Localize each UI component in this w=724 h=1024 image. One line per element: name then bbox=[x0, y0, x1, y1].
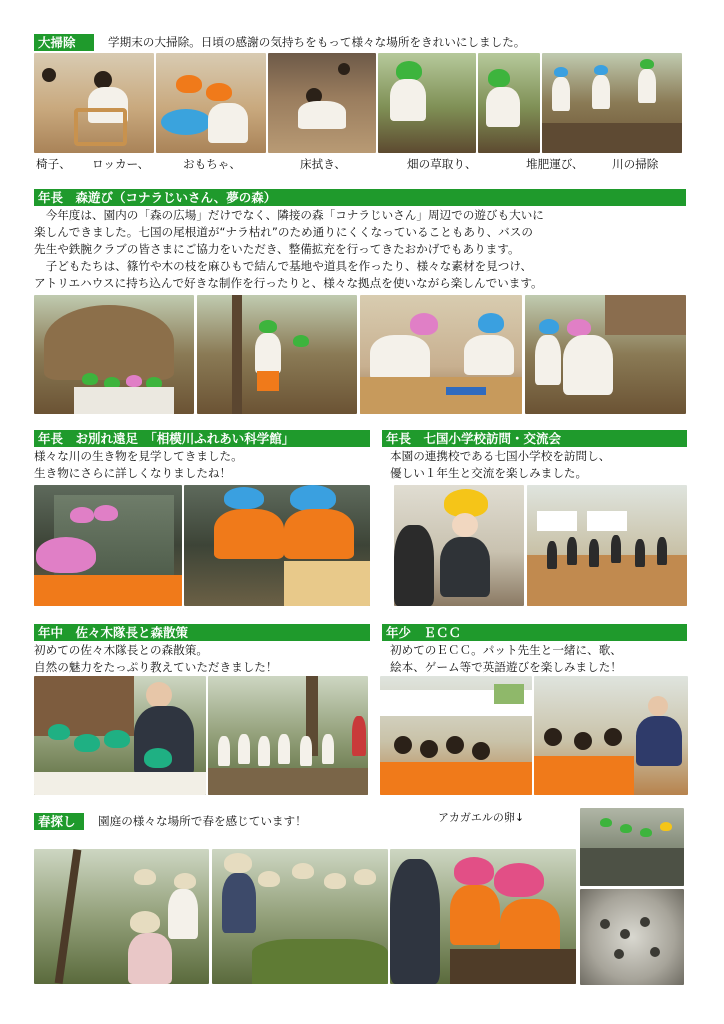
section-title-forest: 年長 森遊び（コナラじいさん、夢の森） bbox=[34, 189, 686, 206]
section-tag-spring: 春探し bbox=[34, 813, 84, 830]
caption-river: 川の掃除 bbox=[612, 157, 659, 171]
school-line-2: 優しい１年生と交流を楽しみました。 bbox=[390, 466, 588, 480]
forest-line-4: 子どもたちは、篠竹や木の枝を麻ひもで結んで基地や道具を作ったり、様々な素材を見つけ、 bbox=[34, 259, 533, 273]
caption-weeding: 畑の草取り、 bbox=[407, 157, 477, 171]
photo-school-gym bbox=[527, 485, 687, 606]
caption-toys: おもちゃ、 bbox=[183, 157, 241, 171]
forest-line-2: 楽しんできました。七国の尾根道が“ナラ枯れ”のため通りにくくなっていることもあり、バスの bbox=[34, 225, 533, 239]
photo-walk-forest bbox=[208, 676, 368, 795]
photo-forest-group bbox=[525, 295, 686, 414]
photo-river bbox=[542, 53, 682, 153]
caption-floor: 床拭き、 bbox=[300, 157, 346, 171]
photo-school-greeting bbox=[394, 485, 524, 606]
photo-chairs bbox=[34, 53, 154, 153]
walk-line-1: 初めての佐々木隊長との森散策。 bbox=[34, 643, 208, 657]
photo-walk-leader bbox=[34, 676, 206, 795]
photo-forest-base bbox=[34, 295, 194, 414]
photo-ecc-teacher bbox=[534, 676, 688, 795]
spring-text: 園庭の様々な場所で春を感じています！ bbox=[98, 814, 307, 828]
caption-chairs: 椅子、 bbox=[36, 157, 71, 171]
section-title-walk: 年中 佐々木隊長と森散策 bbox=[34, 624, 370, 641]
photo-forest-tree bbox=[197, 295, 357, 414]
caption-compost: 堆肥運び、 bbox=[526, 157, 584, 171]
photo-weeding bbox=[378, 53, 476, 153]
photo-atelier bbox=[360, 295, 522, 414]
photo-spring-tree bbox=[34, 849, 209, 984]
photo-ecc-class bbox=[380, 676, 532, 795]
section-title-ecc: 年少 ＥＣＣ bbox=[382, 624, 687, 641]
farewell-line-1: 様々な川の生き物を見学してきました。 bbox=[34, 449, 243, 463]
photo-floor-wiping bbox=[268, 53, 376, 153]
frog-egg-note: アカガエルの卵↓ bbox=[438, 811, 525, 824]
photo-lockers bbox=[156, 53, 266, 153]
ecc-line-2: 絵本、ゲーム等で英語遊びを楽しみました！ bbox=[390, 660, 622, 674]
forest-line-3: 先生や鉄腕クラブの皆さまにご協力をいただき、整備拡充を行ってきたおかげでもあります。 bbox=[34, 242, 520, 256]
section-title-school: 年長 七国小学校訪問・交流会 bbox=[382, 430, 687, 447]
cleaning-text: 学期末の大掃除。日頃の感謝の気持ちをもって様々な場所をきれいにしました。 bbox=[108, 35, 526, 49]
section-title-farewell: 年長 お別れ遠足 「相模川ふれあい科学館」 bbox=[34, 430, 370, 447]
walk-line-2: 自然の魅力をたっぷり教えていただきました！ bbox=[34, 660, 278, 674]
photo-compost bbox=[478, 53, 540, 153]
photo-spring-searching bbox=[390, 849, 576, 984]
photo-touch-pool bbox=[184, 485, 370, 606]
forest-line-5: アトリエハウスに持ち込んで好きな制作を行ったりと、様々な拠点を使いながら楽しんでいます。 bbox=[34, 276, 543, 290]
ecc-line-1: 初めてのＥＣＣ。パット先生と一緒に、歌、 bbox=[390, 643, 622, 657]
caption-lockers: ロッカー、 bbox=[92, 157, 150, 171]
farewell-line-2: 生き物にさらに詳しくなりましたね！ bbox=[34, 466, 232, 480]
section-tag-cleaning: 大掃除 bbox=[34, 34, 94, 51]
photo-pond bbox=[580, 808, 684, 886]
photo-frog-eggs bbox=[580, 889, 684, 985]
photo-aquarium bbox=[34, 485, 182, 606]
school-line-1: 本園の連携校である七国小学校を訪問し、 bbox=[390, 449, 611, 463]
photo-spring-flowerbed bbox=[212, 849, 388, 984]
forest-line-1: 今年度は、園内の「森の広場」だけでなく、隣接の森「コナラじいさん」周辺での遊びも大いに bbox=[34, 208, 544, 222]
